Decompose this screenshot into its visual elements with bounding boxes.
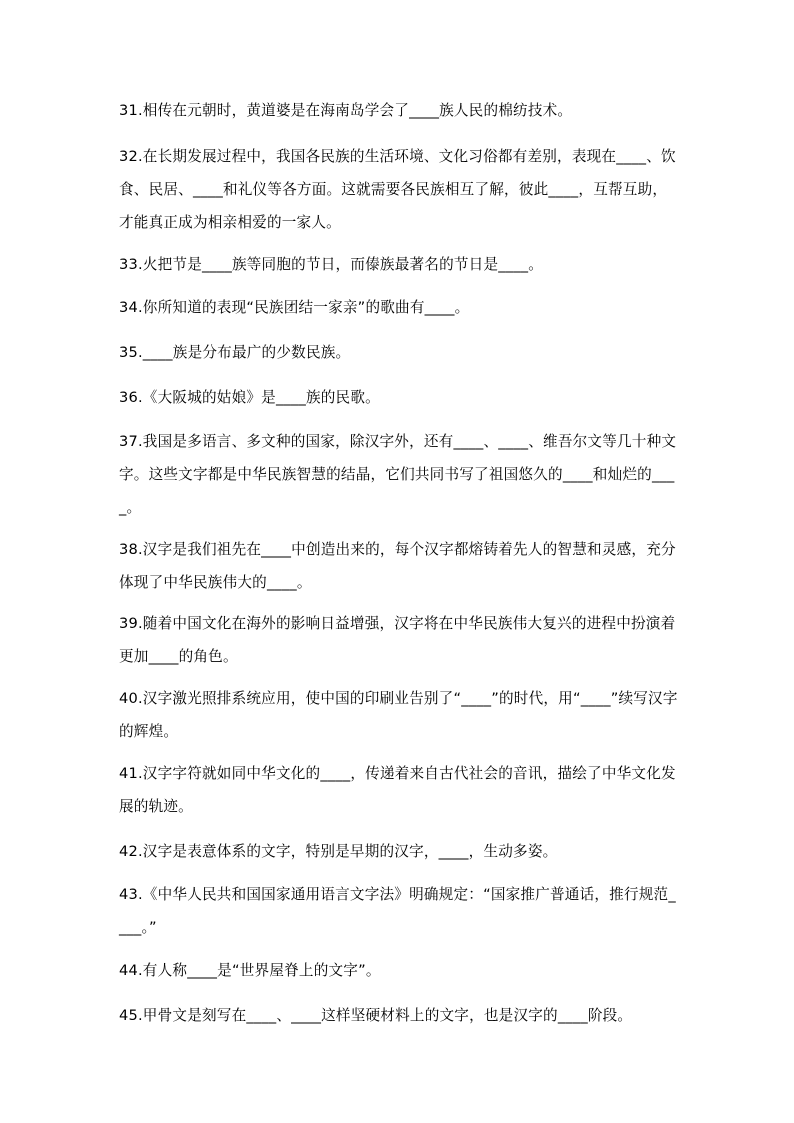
question-36: 36.《大阪城的姑娘》是____族的民歌。 [119, 389, 380, 406]
question-38: 38.汉字是我们祖先在____中创造出来的，每个汉字都熔铸着先人的智慧和灵感，充分体现了中华民族伟大的____。 [119, 541, 676, 591]
question-42: 42.汉字是表意体系的文字，特别是早期的汉字，____，生动多姿。 [119, 843, 558, 860]
question-33: 33.火把节是____族等同胞的节日，而傣族最著名的节日是____。 [119, 256, 544, 273]
question-41: 41.汉字字符就如同中华文化的____，传递着来自古代社会的音讯，描绘了中华文化发展的轨迹。 [119, 765, 676, 815]
question-45: 45.甲骨文是刻写在____、____这样坚硬材料上的文字，也是汉字的____阶段。 [119, 1007, 633, 1024]
question-34: 34.你所知道的表现“民族团结一家亲”的歌曲有____。 [119, 299, 470, 316]
question-32: 32.在长期发展过程中，我国各民族的生活环境、文化习俗都有差别，表现在____、饮食、民居、____和礼仪等各方面。这就需要各民族相互了解，彼此____，互帮互助，才能真正成为相亲相爱的一家人。 [119, 148, 676, 231]
question-40: 40.汉字激光照排系统应用，使中国的印刷业告别了“____”的时代，用“____”续写汉字的辉煌。 [119, 690, 678, 740]
question-44: 44.有人称____是“世界屋脊上的文字”。 [119, 962, 381, 979]
question-39: 39.随着中国文化在海外的影响日益增强，汉字将在中华民族伟大复兴的进程中扮演着更加____的角色。 [119, 615, 676, 665]
question-43: 43.《中华人民共和国国家通用语言文字法》明确规定：“国家推广普通话，推行规范____。” [119, 886, 676, 936]
question-35: 35.____族是分布最广的少数民族。 [119, 344, 351, 361]
question-37: 37.我国是多语言、多文种的国家，除汉字外，还有____、____、维吾尔文等几十种文字。这些文字都是中华民族智慧的结晶，它们共同书写了祖国悠久的____和灿烂的____。 [119, 433, 677, 516]
question-31: 31.相传在元朝时，黄道婆是在海南岛学会了____族人民的棉纺技术。 [119, 102, 573, 119]
